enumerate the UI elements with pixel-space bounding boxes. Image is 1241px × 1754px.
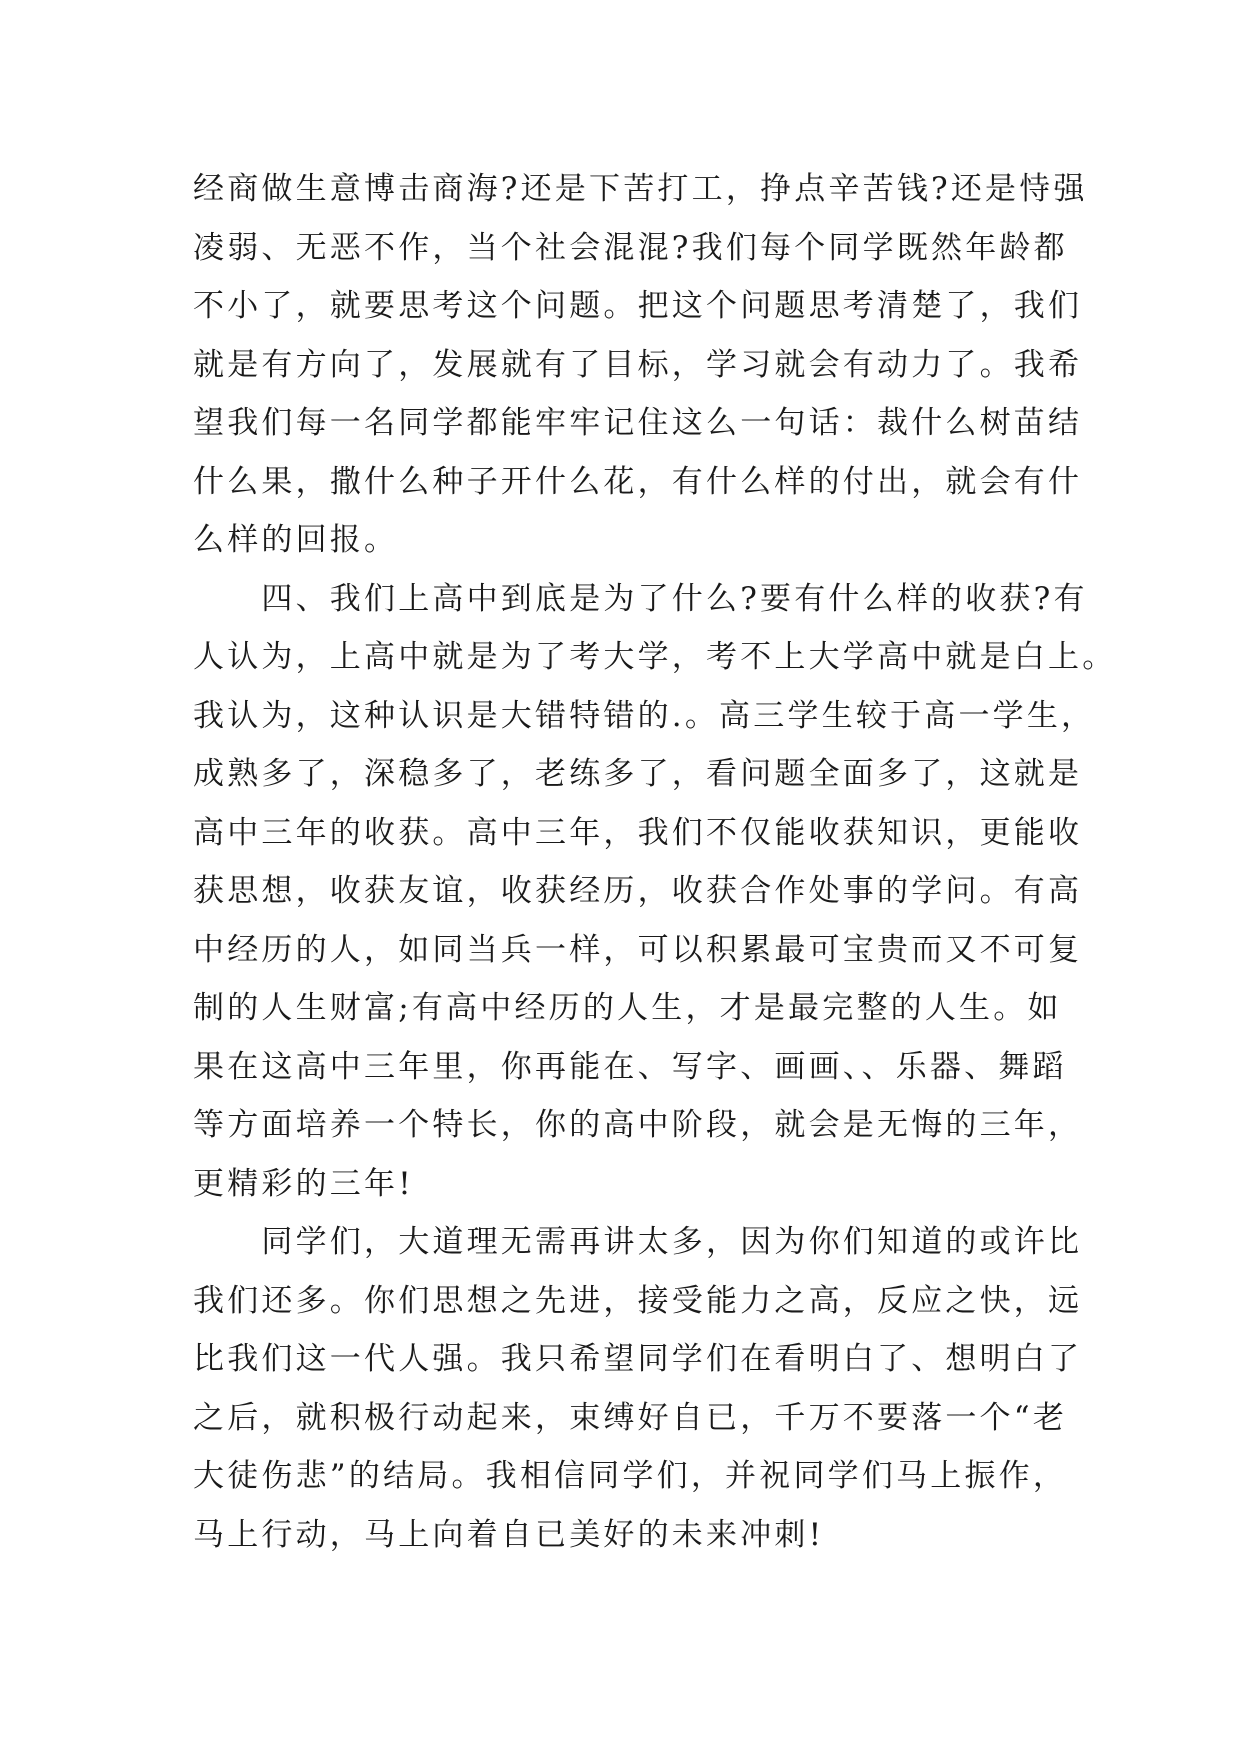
paragraph-1	[193, 160, 1088, 570]
text-line: 获思想，收获友谊，收获经历，收获合作处事的学问。有高	[193, 873, 1083, 909]
text-line: 我们还多。你们思想之先进，接受能力之高，反应之快，远	[193, 1282, 1083, 1319]
text-line: 等方面培养一个特长，你的高中阶段，就会是无悔的三年，	[193, 1107, 1083, 1143]
text-line: 什么果，撒什么种子开什么花，有什么样的付出，就会有什	[193, 463, 1083, 500]
text-line: 更精彩的三年!	[193, 1165, 414, 1202]
text-line: 四、我们上高中到底是为了什么?要有什么样的收获?有	[193, 580, 1088, 617]
paragraph-2	[193, 570, 1117, 1214]
text-line: 中经历的人，如同当兵一样，可以积累最可宝贵而又不可复	[193, 931, 1083, 968]
text-line: 么样的回报。	[193, 522, 399, 558]
text-line: 大徒伤悲”的结局。我相信同学们，并祝同学们马上振作，	[193, 1458, 1068, 1494]
text-line: 制的人生财富;有高中经历的人生，才是最完整的人生。如	[193, 990, 1062, 1026]
paragraph-3	[193, 1213, 1083, 1564]
text-line: 比我们这一代人强。我只希望同学们在看明白了、想明白了	[193, 1341, 1083, 1377]
text-line: 就是有方向了，发展就有了目标，学习就会有动力了。我希	[193, 346, 1083, 383]
text-line: 成熟多了，深稳多了，老练多了，看问题全面多了，这就是	[193, 756, 1083, 792]
text-line: 高中三年的收获。高中三年，我们不仅能收获知识，更能收	[193, 814, 1083, 851]
document-body	[193, 160, 1117, 1564]
text-line: 人认为，上高中就是为了考大学，考不上大学高中就是白上。	[193, 639, 1117, 675]
text-line: 果在这高中三年里，你再能在、写字、画画、、乐器、舞蹈	[193, 1048, 1067, 1085]
text-line: 马上行动，马上向着自已美好的未来冲刺!	[193, 1516, 825, 1553]
text-line: 之后，就积极行动起来，束缚好自已，千万不要落一个“老	[193, 1399, 1068, 1436]
text-line: 凌弱、无恶不作，当个社会混混?我们每个同学既然年龄都	[193, 229, 1068, 266]
text-line: 不小了，就要思考这个问题。把这个问题思考清楚了，我们	[193, 288, 1083, 324]
text-line: 我认为，这种认识是大错特错的.。高三学生较于高一学生，	[193, 697, 1096, 734]
text-line: 望我们每一名同学都能牢牢记住这么一句话：裁什么树苗结	[193, 405, 1083, 441]
text-line: 经商做生意博击商海?还是下苦打工，挣点辛苦钱?还是恃强	[193, 171, 1088, 207]
text-line: 同学们，大道理无需再讲太多，因为你们知道的或许比	[193, 1224, 1083, 1260]
